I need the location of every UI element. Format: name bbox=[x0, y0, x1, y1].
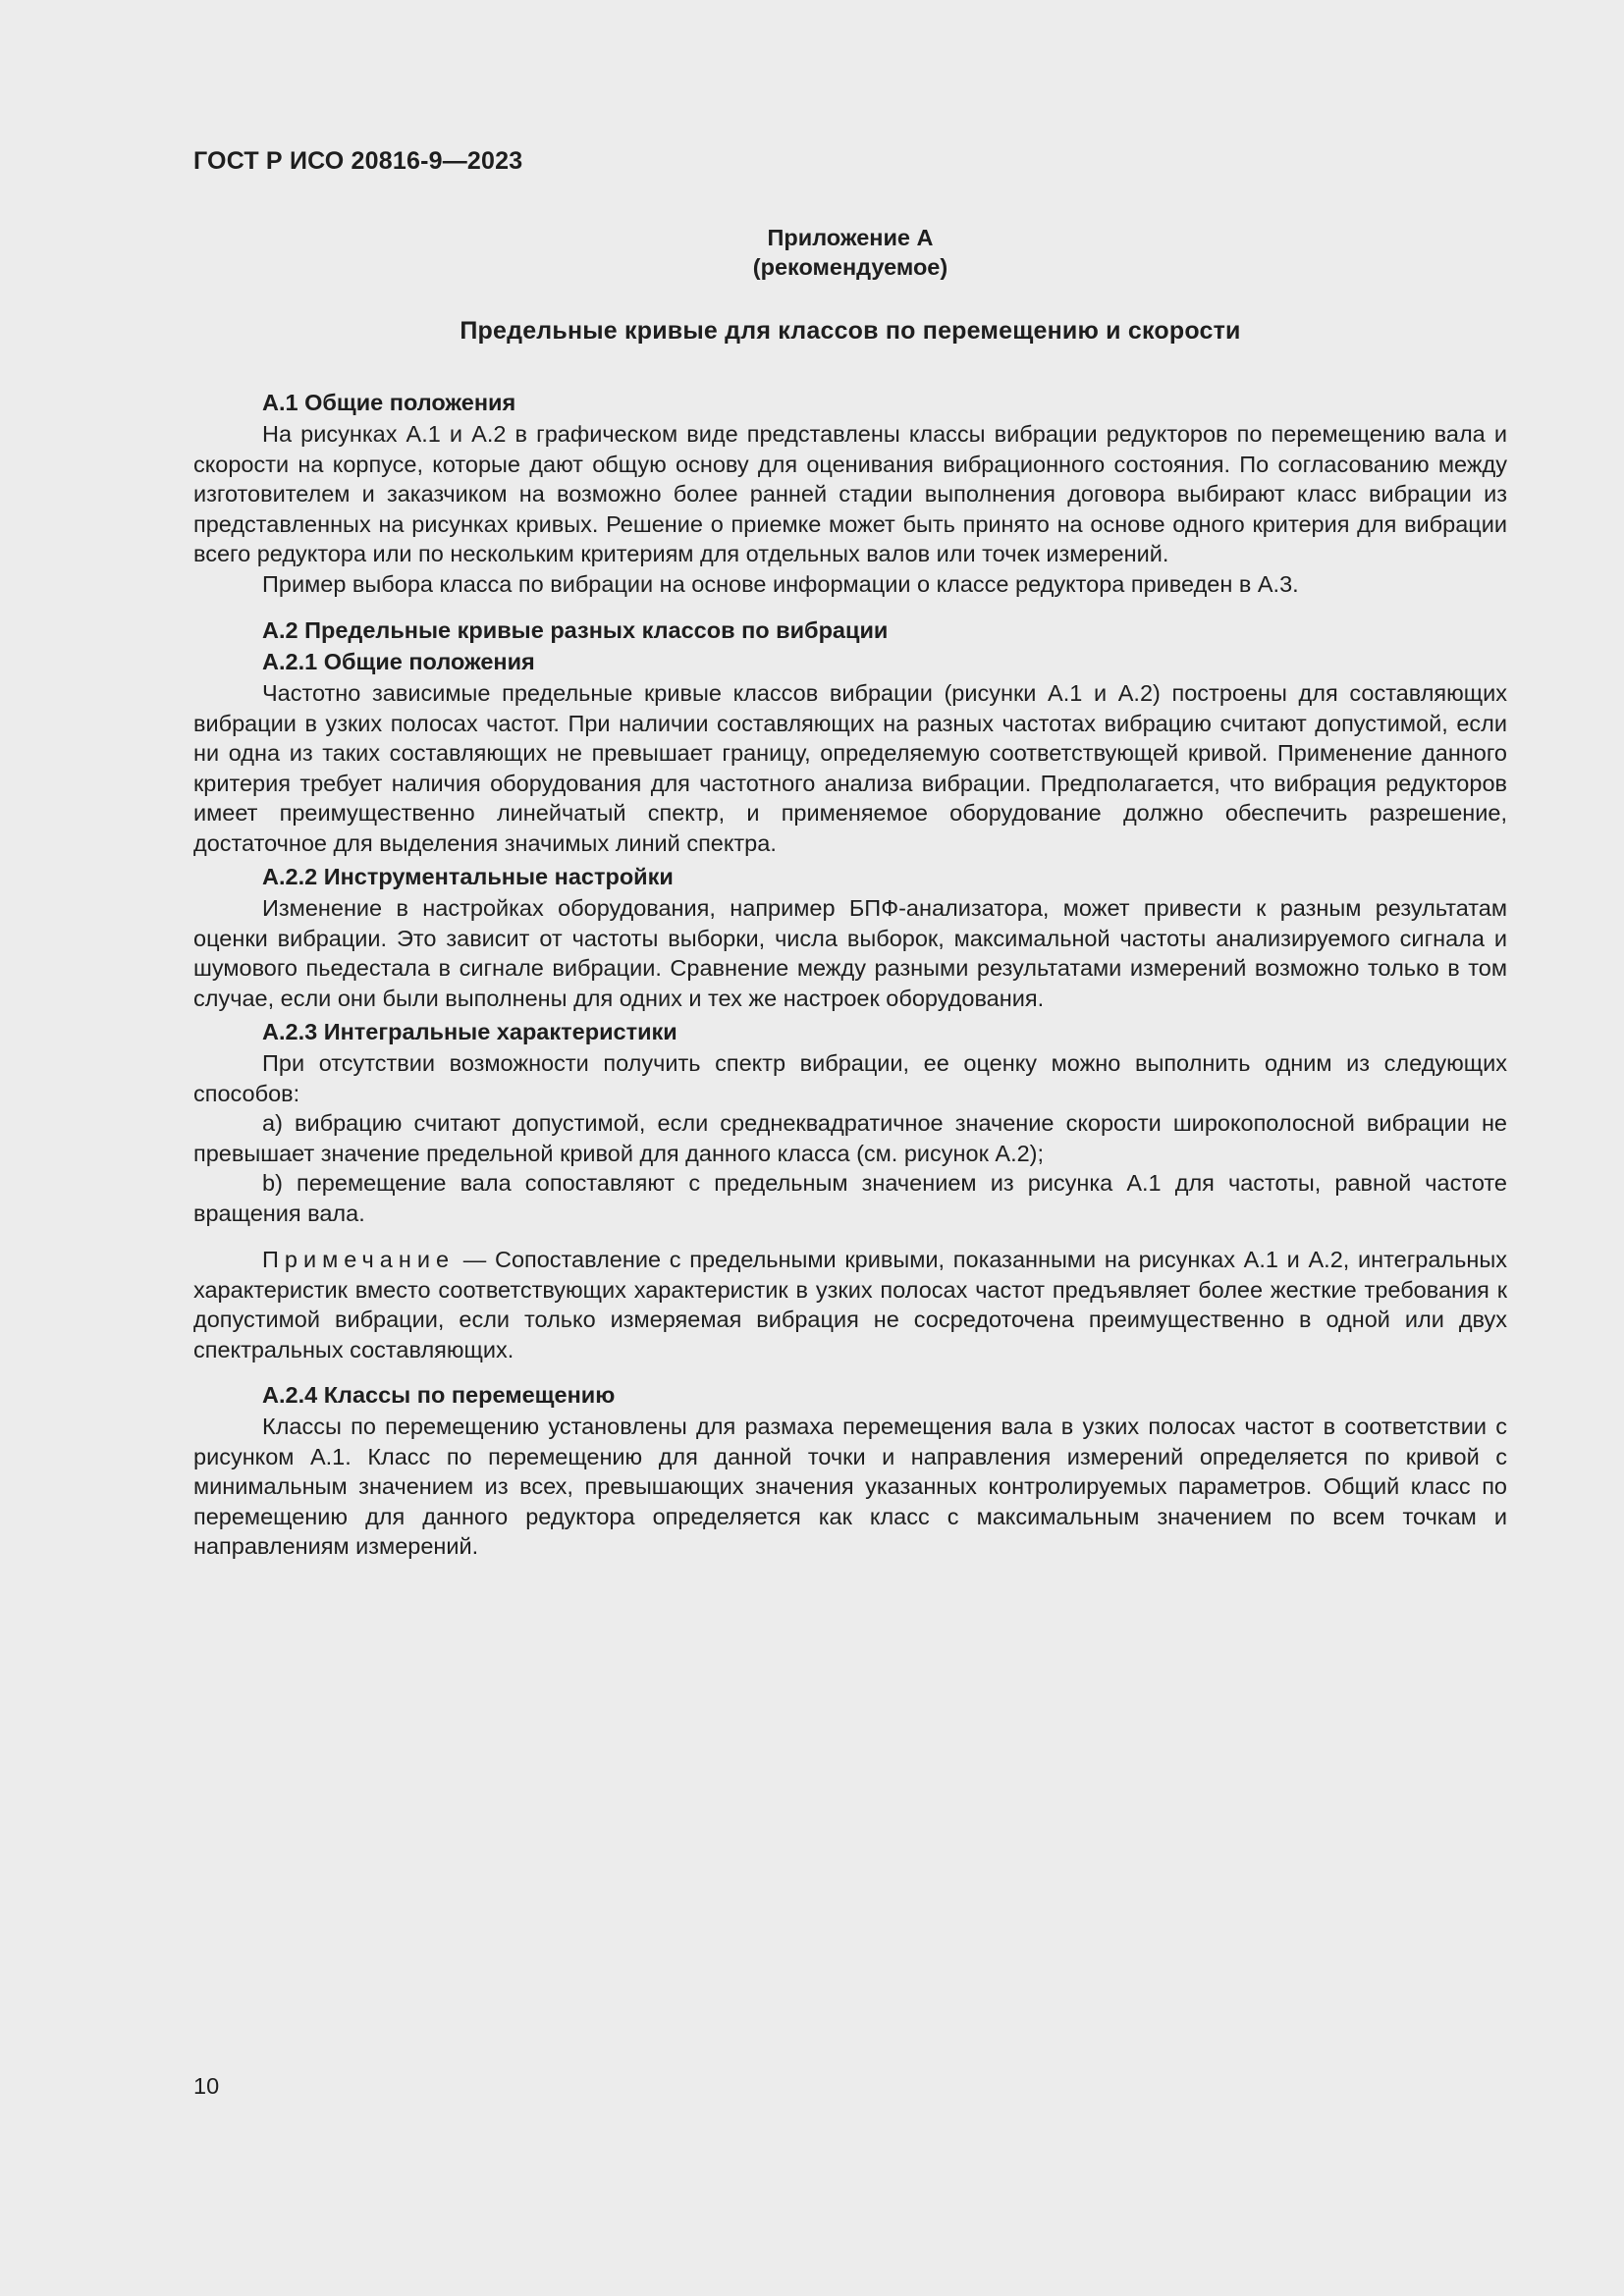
section-a21-heading: А.2.1 Общие положения bbox=[262, 649, 535, 674]
annex-title: Приложение А bbox=[767, 225, 934, 250]
annex-subtitle: (рекомендуемое) bbox=[752, 254, 948, 280]
page-number: 10 bbox=[193, 2073, 220, 2099]
section-a24-paragraph: Классы по перемещению установлены для размаха перемещения вала в узких полосах частот в соответствии с рисунком А.1. Класс по перемещению для данной точки и направления измерений определяется по кривой с минимальным значением из всех, превышающих значения указанных контролируемых параметров. Общий класс по перемещению для данного редуктора определяется как класс с максимальным значением по всем точкам и направлениям измерений. bbox=[193, 1414, 1507, 1559]
note-label: Примечание bbox=[262, 1247, 456, 1272]
section-a2-heading: А.2 Предельные кривые разных классов по вибрации bbox=[262, 617, 889, 643]
section-a1-heading: А.1 Общие положения bbox=[262, 390, 516, 415]
section-a23-item-a: a) вибрацию считают допустимой, если среднеквадратичное значение скорости широкополосной вибрации не превышает значение предельной кривой для данного класса (см. рисунок А.2); bbox=[193, 1110, 1507, 1166]
section-a22-heading: А.2.2 Инструментальные настройки bbox=[262, 864, 674, 889]
section-a22-paragraph: Изменение в настройках оборудования, например БПФ-анализатора, может привести к разным результатам оценки вибрации. Это зависит от частоты выборки, числа выборок, максимальной частоты анализируемого сигнала и шумового пьедестала в сигнале вибрации. Сравнение между разными результатами измерений возможно только в том случае, если они были выполнены для одних и тех же настроек оборудования. bbox=[193, 895, 1507, 1011]
section-a23-heading: А.2.3 Интегральные характеристики bbox=[262, 1019, 677, 1044]
section-a1-paragraph-2: Пример выбора класса по вибрации на основе информации о классе редуктора приведен в А.3. bbox=[262, 570, 1299, 597]
section-a1-paragraph-1: На рисунках А.1 и А.2 в графическом виде представлены классы вибрации редукторов по перемещению вала и скорости на корпусе, которые дают общую основу для оценивания вибрационного состояния. По согласованию между изготовителем и заказчиком на возможно более ранней стадии выполнения договора выбирают класс вибрации из представленных на рисунках кривых. Решение о приемке может быть принято на основе одного критерия для вибрации всего редуктора или по нескольким критериям для отдельных валов или точек измерений. bbox=[193, 421, 1507, 566]
document-code: ГОСТ Р ИСО 20816-9—2023 bbox=[193, 147, 523, 175]
page-body bbox=[193, 223, 1507, 1562]
section-a24-heading: А.2.4 Классы по перемещению bbox=[262, 1382, 616, 1408]
section-a23-item-b: b) перемещение вала сопоставляют с предельным значением из рисунка А.1 для частоты, равной частоте вращения вала. bbox=[193, 1170, 1507, 1226]
section-a23-paragraph: При отсутствии возможности получить спектр вибрации, ее оценку можно выполнить одним из следующих способов: bbox=[193, 1050, 1507, 1106]
annex-heading: Предельные кривые для классов по перемещению и скорости bbox=[460, 317, 1241, 345]
section-a23-note bbox=[193, 1245, 1507, 1364]
note-text: — Сопоставление с предельными кривыми, показанными на рисунках А.1 и А.2, интегральных характеристик вместо соответствующих характеристик в узких полосах частот предъявляет более жесткие требования к допустимой вибрации, если только измеряемая вибрация не сосредоточена преимущественно в одной или двух спектральных составляющих. bbox=[193, 1247, 1507, 1362]
section-a21-paragraph: Частотно зависимые предельные кривые классов вибрации (рисунки А.1 и А.2) построены для составляющих вибрации в узких полосах частот. При наличии составляющих на разных частотах вибрацию считают допустимой, если ни одна из таких составляющих не превышает границу, определяемую соответствующей кривой. Применение данного критерия требует наличия оборудования для частотного анализа вибрации. Предполагается, что вибрация редукторов имеет преимущественно линейчатый спектр, и применяемое оборудование должно обеспечить разрешение, достаточное для выделения значимых линий спектра. bbox=[193, 680, 1507, 856]
